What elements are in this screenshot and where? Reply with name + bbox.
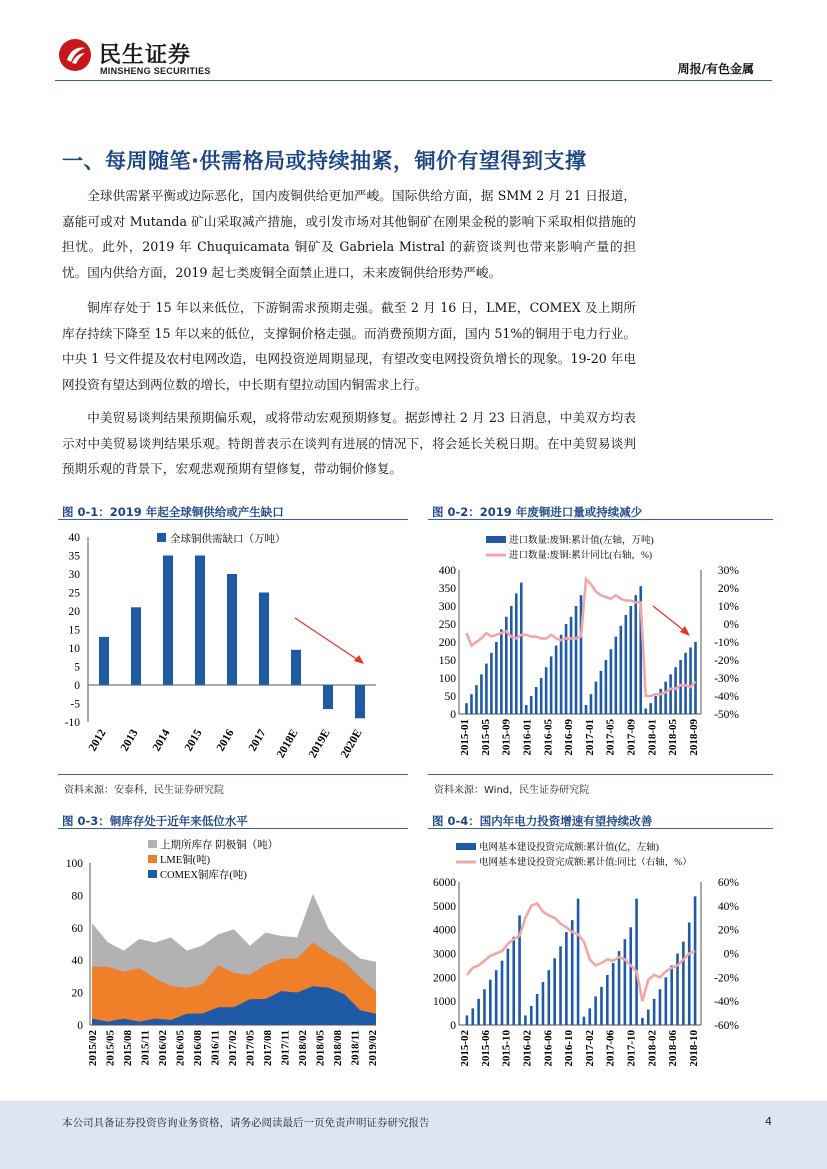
body-paragraph: 铜库存处于 15 年以来低位，下游铜需求预期走强。截至 2 月 16 日，LME，COMEX 及上期所库存持续下降至 15 年以来的低位，支撑铜价格走强。而消费预期方面，国内 51%的铜用于电力行业。中央 1 号文件提及农村电网改造，电网投资逆周期显现，有望改变电网投资负增长的现象。19-20 年电网投资有望达到两位数的增长，中长期有望拉动国内铜需求上行。: [62, 300, 636, 392]
y-tick-label: 6000: [433, 877, 456, 889]
y-tick-label: 80: [71, 890, 83, 903]
bar: [512, 937, 515, 1025]
bar: [507, 949, 510, 1025]
figure-title: 图 0-3：铜库存处于近年来低位水平: [62, 814, 248, 828]
figure-title: 图 0-2：2019 年废铜进口量或持续减少: [432, 505, 643, 519]
legend-label: COMEX铜库存(吨): [160, 870, 247, 881]
x-tick-label: 2017-01: [583, 719, 596, 756]
bar: [625, 615, 628, 714]
brand-logo-icon: [58, 38, 92, 72]
legend-label: 进口数量:废铜:累计同比(右轴，%): [509, 551, 653, 561]
x-tick-label: 2015/05: [104, 1030, 117, 1067]
y-tick-label: 40: [71, 955, 83, 968]
y-tick-label: 0: [450, 1020, 456, 1032]
bar: [694, 642, 697, 714]
x-tick-label: 2015/11: [139, 1030, 152, 1066]
x-tick-label: 2017/11: [279, 1030, 292, 1066]
y-tick-label: -5: [70, 698, 80, 711]
bar: [583, 1017, 586, 1025]
x-tick-label: 2016-05: [542, 719, 555, 756]
body-paragraph: 全球供需紧平衡或边际恶化，国内废铜供给更加严峻。国际供给方面，据 SMM 2 月 21 日报道，嘉能可或对 Mutanda 矿山采取减产措施，或引发市场对其他铜矿在刚果金税的影响下采取相似措施的担忧。此外，2019 年 Chuquicamata 铜矿及 Gabriela Mistral 的薪资谈判也带来影响产量的担忧。国内供给方面，2019 起七类废铜全面禁止进口，未来废铜供给形势严峻。: [62, 188, 636, 280]
bar: [559, 946, 562, 1025]
bar: [665, 977, 668, 1025]
bar: [635, 899, 638, 1025]
y-tick-label: 20%: [717, 924, 739, 937]
bar: [227, 574, 237, 685]
x-tick-label: 2015: [182, 727, 205, 754]
figure-divider: [428, 828, 773, 829]
y-tick-label: 5: [74, 661, 80, 674]
x-tick-label: 2017-10: [625, 1030, 638, 1067]
figure-divider: [58, 519, 408, 520]
bar: [259, 593, 269, 686]
figure-source: 资料来源：Wind，民生证券研究院: [434, 785, 590, 796]
x-tick-label: 2018E: [274, 727, 301, 761]
bar: [694, 896, 697, 1025]
bar: [590, 694, 593, 714]
y-tick-label: 0%: [723, 948, 739, 961]
legend-swatch: [148, 840, 157, 848]
x-tick-label: 2019E: [306, 727, 333, 761]
x-tick-label: 2016/05: [174, 1030, 187, 1067]
x-tick-label: 2014: [150, 727, 173, 754]
y-tick-label: 300: [438, 601, 456, 613]
y-tick-label: 0: [450, 709, 456, 721]
bar: [610, 649, 613, 714]
trend-arrow: [653, 606, 687, 633]
bar: [475, 685, 478, 714]
x-tick-label: 2016-09: [563, 719, 576, 756]
bar: [585, 705, 588, 714]
legend-swatch: [456, 843, 476, 850]
bar: [535, 687, 538, 714]
y-tick-label: 25: [68, 587, 80, 600]
y-tick-label: 2000: [433, 972, 456, 985]
legend-swatch: [148, 855, 157, 863]
bar: [577, 899, 580, 1025]
y-tick-label: 200: [438, 637, 456, 649]
legend-label: LME铜(吨): [160, 855, 211, 866]
legend-label: 上期所库存 阴极铜（吨）: [160, 840, 279, 851]
y-tick-label: 0%: [723, 619, 739, 631]
x-tick-label: 2017-05: [604, 719, 617, 756]
x-tick-label: 2017: [246, 727, 269, 754]
bar: [540, 678, 543, 714]
bar: [649, 703, 652, 714]
bar: [624, 939, 627, 1025]
bar: [524, 1015, 527, 1025]
bar: [480, 674, 483, 714]
y-tick-label: 0: [74, 680, 80, 692]
bar: [530, 696, 533, 714]
bar: [629, 927, 632, 1025]
bar: [501, 961, 504, 1025]
y-tick-label: 3000: [433, 948, 456, 961]
y-tick-label: 60%: [717, 877, 739, 889]
bar: [664, 682, 667, 714]
x-tick-label: 2016-10: [563, 1030, 576, 1067]
x-tick-label: 2016/11: [209, 1030, 222, 1066]
bar: [483, 989, 486, 1025]
figure-source: 资料来源：安泰科，民生证券研究院: [64, 785, 224, 796]
x-tick-label: 2019/02: [367, 1030, 379, 1067]
bar: [600, 671, 603, 714]
y-tick-label: 350: [438, 583, 456, 595]
x-tick-label: 2017/05: [244, 1030, 257, 1067]
figure-title: 图 0-4：国内年电力投资增速有望持续改善: [432, 814, 653, 828]
figure-title: 图 0-1：2019 年起全球铜供给或产生缺口: [62, 505, 284, 519]
bar: [606, 975, 609, 1025]
trend-arrowhead: [354, 655, 364, 664]
bar: [163, 556, 173, 686]
y-tick-label: 15: [68, 624, 80, 637]
y-tick-label: -20%: [714, 655, 739, 667]
bar: [689, 647, 692, 714]
x-tick-label: 2018-05: [667, 719, 680, 756]
legend-swatch: [148, 870, 157, 878]
y-tick-label: 5000: [433, 900, 456, 913]
figure-divider: [428, 519, 773, 520]
bar: [620, 626, 623, 714]
x-tick-label: 2017/08: [262, 1030, 274, 1067]
bar: [605, 660, 608, 714]
brand-name-en: MINSHENG SECURITIES: [100, 66, 211, 76]
legend-label: 电网基本建设投资完成额:累计值(亿，左轴): [479, 843, 659, 853]
bar: [465, 703, 468, 714]
bar: [641, 1018, 644, 1025]
y-tick-label: -60%: [714, 1020, 739, 1032]
bar: [99, 637, 109, 685]
y-tick-label: 50: [444, 691, 456, 703]
y-tick-label: 35: [68, 550, 80, 563]
footer-disclaimer: 本公司具备证券投资咨询业务资格，请务必阅读最后一页免责声明证券研究报告: [62, 1117, 430, 1129]
bar: [688, 923, 691, 1025]
bar: [536, 994, 539, 1025]
bar: [629, 606, 632, 714]
legend-label: 电网基本建设投资完成额:累计值:同比（右轴，%）: [479, 858, 692, 868]
x-tick-label: 2018-02: [646, 1030, 659, 1067]
legend-label: 进口数量:废铜:累计值(左轴，万吨): [509, 536, 654, 546]
y-tick-label: 100: [438, 673, 456, 685]
bar: [520, 583, 523, 714]
x-tick-label: 2015-06: [479, 1030, 492, 1067]
bar: [131, 607, 141, 685]
bar: [323, 685, 333, 709]
y-tick-label: 20: [71, 987, 83, 1000]
bar: [588, 1008, 591, 1025]
y-tick-label: 40: [68, 532, 80, 544]
page-number: 4: [765, 1115, 772, 1128]
x-tick-label: 2018-01: [646, 719, 659, 756]
bar: [195, 556, 205, 686]
bar: [565, 932, 568, 1025]
bar: [553, 958, 556, 1025]
y-tick-label: 10: [68, 643, 80, 655]
y-tick-label: -10%: [714, 637, 739, 649]
bar: [612, 963, 615, 1025]
legend-swatch: [157, 533, 166, 542]
bar: [594, 996, 597, 1025]
y-tick-label: 250: [438, 619, 456, 631]
chart-scrap-copper-import: [428, 522, 773, 772]
x-tick-label: 2018-09: [688, 719, 700, 756]
bar: [477, 999, 480, 1025]
chart-copper-inventory: [58, 831, 408, 1101]
x-tick-label: 2016-06: [542, 1030, 555, 1067]
bar: [570, 617, 573, 714]
bar: [600, 987, 603, 1025]
bar: [571, 920, 574, 1025]
bar: [485, 664, 488, 714]
bar: [470, 694, 473, 714]
bar: [555, 646, 558, 714]
trend-arrow: [295, 618, 361, 662]
x-tick-label: 2013: [118, 727, 141, 754]
bar: [644, 709, 647, 714]
x-tick-label: 2020E: [338, 727, 365, 761]
bar: [466, 1015, 469, 1025]
y-tick-label: -30%: [714, 673, 739, 685]
x-tick-label: 2017/02: [227, 1030, 239, 1067]
bar: [515, 593, 518, 714]
footer-bar: [0, 1101, 827, 1169]
legend-label: 全球铜供需缺口（万吨）: [170, 534, 286, 545]
bar: [670, 965, 673, 1025]
trend-arrowhead: [680, 626, 690, 636]
y-tick-label: -40%: [714, 996, 739, 1009]
bar: [654, 696, 657, 714]
y-tick-label: 60: [71, 922, 83, 935]
y-tick-label: 150: [438, 655, 456, 667]
header-divider: [55, 80, 772, 81]
y-tick-label: -20%: [714, 972, 739, 985]
bar: [634, 595, 637, 714]
bar: [618, 951, 621, 1025]
bar: [659, 989, 662, 1025]
y-tick-label: 10%: [717, 601, 739, 613]
bar: [615, 637, 618, 714]
bar: [490, 653, 493, 714]
brand-name-cn: 民生证券: [99, 43, 192, 68]
x-tick-label: 2018-06: [667, 1030, 680, 1067]
bar: [530, 1006, 533, 1025]
bar: [669, 674, 672, 714]
legend-swatch: [486, 536, 506, 543]
y-tick-label: 100: [65, 858, 83, 870]
bar: [495, 642, 498, 714]
figure-divider: [58, 774, 408, 775]
bar: [647, 1010, 650, 1025]
body-paragraph: 中美贸易谈判结果预期偏乐观，或将带动宏观预期修复。据彭博社 2 月 23 日消息，中美双方均表示对中美贸易谈判结果乐观。特朗普表示在谈判有进展的情况下，将会延长关税日期。在中美贸易谈判预期乐观的背景下，宏观悲观预期有望修复，带动铜价修复。: [62, 410, 636, 476]
bar: [291, 650, 301, 685]
x-tick-label: 2018/11: [349, 1030, 362, 1066]
bar: [682, 942, 685, 1025]
x-tick-label: 2016: [214, 727, 237, 754]
bar: [595, 682, 598, 714]
bar: [355, 685, 365, 718]
x-tick-label: 2015-01: [459, 719, 471, 756]
y-tick-label: 20: [68, 606, 80, 618]
report-type-label: 周报/有色金属: [677, 62, 754, 76]
x-tick-label: 2018/05: [314, 1030, 327, 1067]
bar: [500, 629, 503, 714]
bar: [575, 606, 578, 714]
bar: [471, 1008, 474, 1025]
x-tick-label: 2018/08: [332, 1030, 344, 1067]
bar: [653, 999, 656, 1025]
y-tick-label: 20%: [717, 583, 739, 595]
x-tick-label: 2017-06: [604, 1030, 617, 1067]
y-tick-label: 400: [438, 565, 456, 577]
x-tick-label: 2016/08: [192, 1030, 204, 1067]
x-tick-label: 2016-01: [521, 719, 534, 756]
x-tick-label: 2015-10: [500, 1030, 513, 1067]
y-tick-label: 0: [77, 1020, 83, 1032]
y-tick-label: -50%: [714, 709, 739, 721]
x-tick-label: 2015-02: [459, 1030, 471, 1067]
bar: [674, 667, 677, 714]
bar: [489, 980, 492, 1025]
figure-divider: [58, 828, 408, 829]
bar: [495, 970, 498, 1025]
x-tick-label: 2017-09: [625, 719, 638, 756]
x-tick-label: 2015/08: [122, 1030, 134, 1067]
x-tick-label: 2016/02: [157, 1030, 169, 1067]
bar: [560, 635, 563, 714]
x-tick-label: 2016-02: [521, 1030, 534, 1067]
y-tick-label: -10: [64, 717, 80, 729]
bar: [548, 970, 551, 1025]
x-tick-label: 2012: [86, 727, 109, 754]
bar: [550, 656, 553, 714]
y-tick-label: 30: [68, 569, 80, 581]
chart-supply-gap: [58, 522, 408, 772]
x-tick-label: 2015-05: [479, 719, 492, 756]
x-tick-label: 2015/02: [87, 1030, 99, 1067]
section-title: 一、每周随笔·供需格局或持续抽紧，铜价有望得到支撑: [62, 149, 587, 173]
figure-divider: [428, 774, 773, 775]
y-tick-label: 30%: [717, 565, 739, 577]
bar: [545, 667, 548, 714]
x-tick-label: 2018/02: [297, 1030, 309, 1067]
x-tick-label: 2018-10: [688, 1030, 700, 1067]
bar: [525, 705, 528, 714]
chart-grid-investment: [428, 831, 773, 1101]
y-tick-label: 1000: [433, 996, 456, 1009]
bar: [542, 982, 545, 1025]
bar: [684, 653, 687, 714]
y-tick-label: -40%: [714, 691, 739, 703]
x-tick-label: 2017-02: [583, 1030, 596, 1067]
y-tick-label: 40%: [717, 900, 739, 913]
y-tick-label: 4000: [433, 924, 456, 937]
bar: [510, 606, 513, 714]
x-tick-label: 2015-09: [500, 719, 513, 756]
